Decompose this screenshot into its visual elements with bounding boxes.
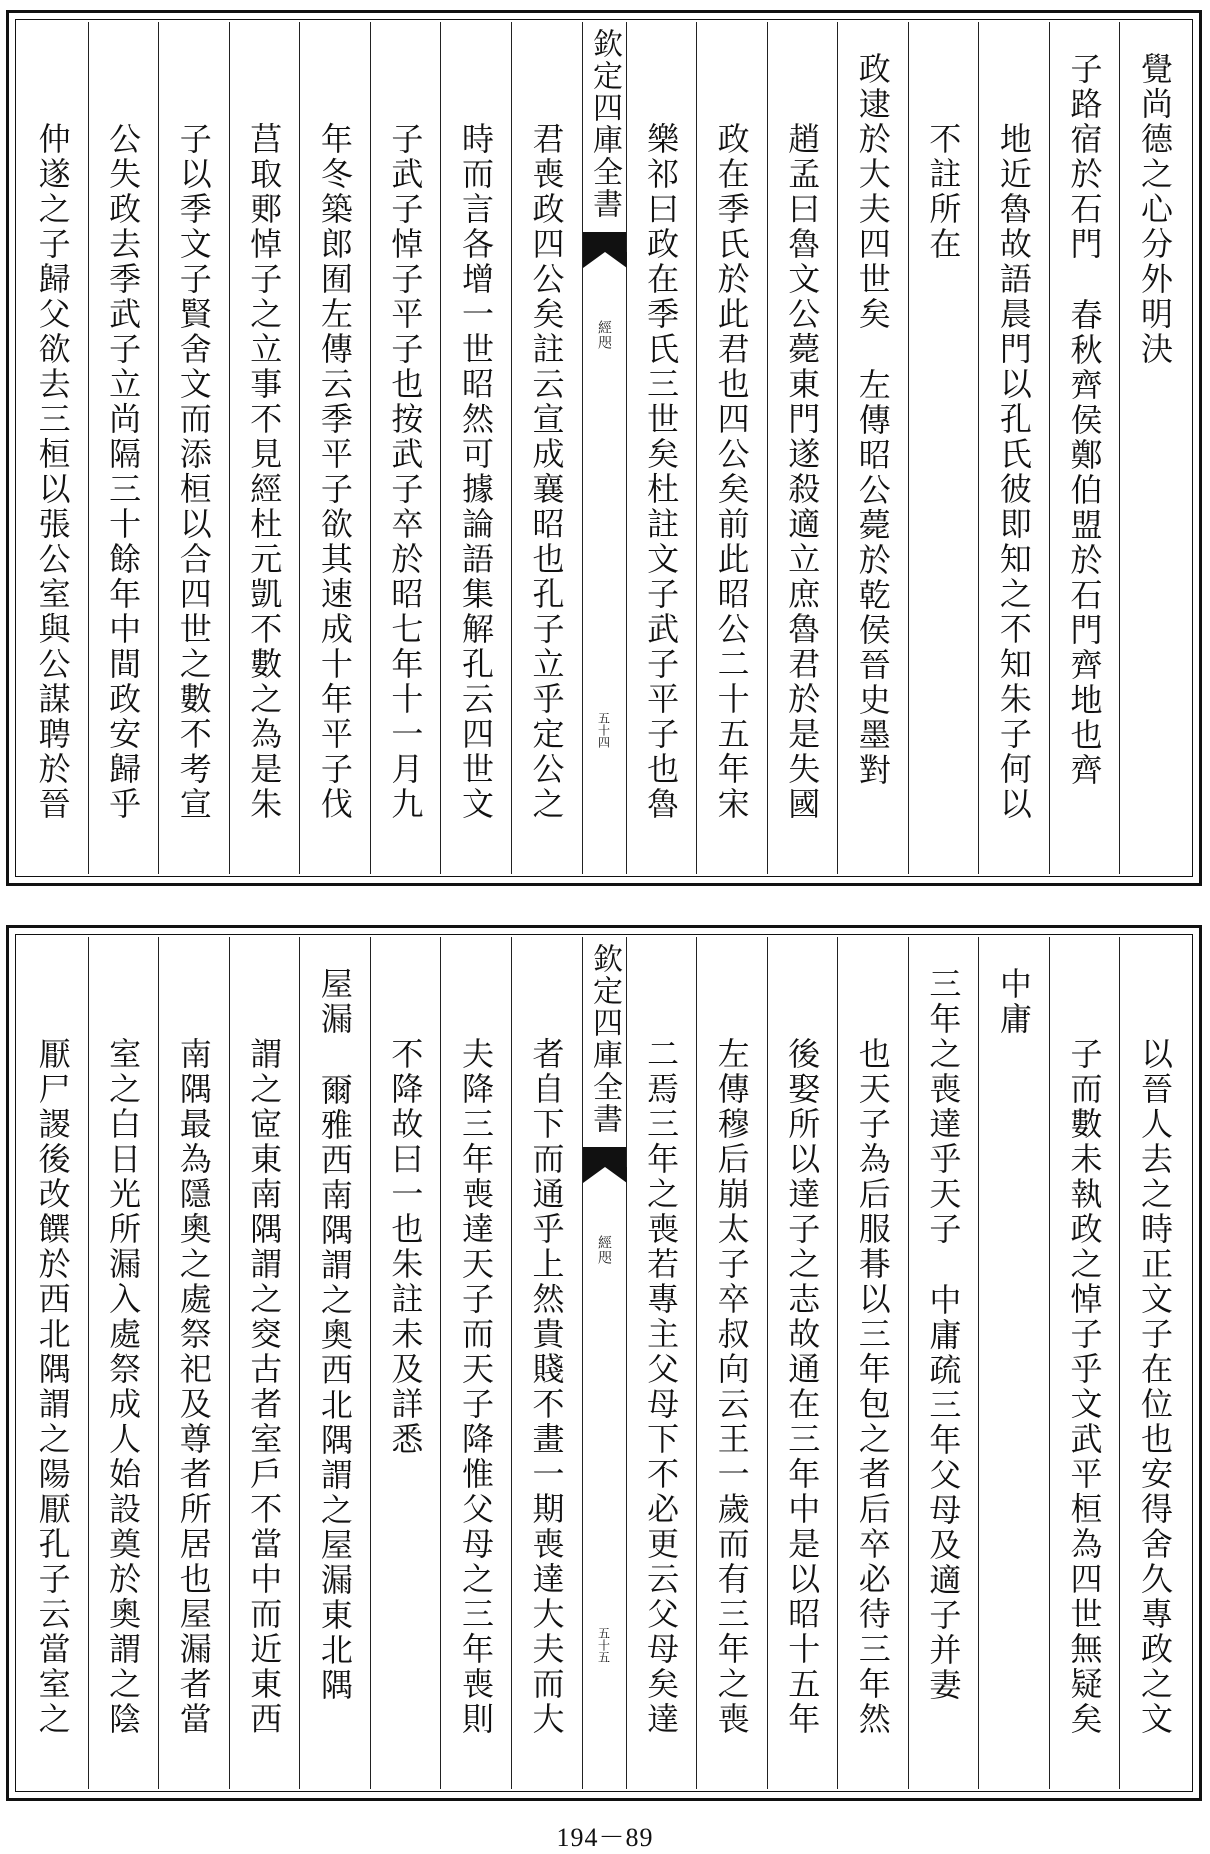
- center-page-number: 五十四: [596, 712, 611, 748]
- column-text: 不註所在: [924, 122, 963, 262]
- column-text: 中庸: [994, 967, 1033, 1037]
- column-text: 厭尸謖後改饌於西北隅謂之陽厭孔子云當室之: [33, 1037, 72, 1737]
- text-column: [229, 937, 300, 1789]
- text-column: [299, 22, 370, 874]
- text-column: [767, 22, 838, 874]
- column-text: 政逮於大夫四世矣: [853, 52, 892, 332]
- text-column: [696, 22, 767, 874]
- center-section-label: 經咫: [596, 1235, 612, 1265]
- column-text: 三年之喪達乎天子: [924, 967, 963, 1247]
- column-text: 子路宿於石門: [1065, 52, 1104, 262]
- text-column: [158, 22, 229, 874]
- column-text: 覺尚德之心分外明決: [1136, 52, 1174, 367]
- text-column: [696, 937, 767, 1789]
- column-text: 君喪政四公矣註云宣成襄昭也孔子立乎定公之: [527, 122, 566, 822]
- column-text: 子而數未執政之悼子乎文武平桓為四世無疑矣: [1065, 1037, 1104, 1737]
- text-column: [18, 22, 88, 874]
- center-fold-column: [582, 937, 626, 1789]
- text-column: [908, 22, 979, 874]
- column-text: 趙孟曰魯文公薨東門遂殺適立庶魯君於是失國: [783, 122, 822, 822]
- text-column: [511, 22, 582, 874]
- column-note: 左傳昭公薨於乾侯晉史墨對: [853, 368, 892, 788]
- column-text: 仲遂之子歸父欲去三桓以張公室與公謀聘於晉: [33, 122, 72, 822]
- text-column: [626, 937, 697, 1789]
- center-page-number: 五十五: [596, 1627, 611, 1663]
- column-text: 政在季氏於此君也四公矣前此昭公二十五年宋: [712, 122, 751, 822]
- column-note: 爾雅西南隅謂之奧西北隅謂之屋漏東北隅: [315, 1073, 354, 1703]
- text-column: [1049, 937, 1120, 1789]
- fishtail-mark: [583, 232, 626, 272]
- column-text: 時而言各增一世昭然可據論語集解孔云四世文: [456, 122, 495, 822]
- column-text: 地近魯故語晨門以孔氏彼即知之不知朱子何以: [994, 122, 1033, 822]
- text-column: [88, 22, 159, 874]
- text-column: [908, 937, 979, 1789]
- column-text: 子武子悼子平子也按武子卒於昭七年十一月九: [386, 122, 425, 822]
- text-column: [978, 22, 1049, 874]
- text-column: [626, 22, 697, 874]
- text-column: [229, 22, 300, 874]
- page-footer-number: 194－89: [556, 1823, 654, 1852]
- column-text: 夫降三年喪達天子而天子降惟父母之三年喪則: [456, 1037, 495, 1737]
- text-column: [299, 937, 370, 1789]
- text-column: [158, 937, 229, 1789]
- text-column: [767, 937, 838, 1789]
- text-column: [88, 937, 159, 1789]
- text-column: [1049, 22, 1120, 874]
- center-fold-column: [582, 22, 626, 874]
- center-section-label: 經咫: [596, 320, 612, 350]
- column-note: 春秋齊侯鄭伯盟於石門齊地也齊: [1065, 298, 1104, 788]
- column-text: 屋漏: [315, 967, 354, 1037]
- text-column: [440, 22, 511, 874]
- center-title: 欽定四庫全書: [587, 28, 622, 220]
- text-column: [1119, 937, 1190, 1789]
- column-text: 不降故曰一也朱註未及詳悉: [386, 1037, 425, 1457]
- column-text: 莒取郠悼子之立事不見經杜元凱不數之為是朱: [245, 122, 284, 822]
- text-column: [837, 937, 908, 1789]
- top-page-panel: [6, 10, 1202, 886]
- text-column: [18, 937, 88, 1789]
- text-column: [1119, 22, 1190, 874]
- center-title: 欽定四庫全書: [587, 943, 622, 1135]
- column-text: 左傳穆后崩太子卒叔向云王一歲而有三年之喪: [712, 1037, 751, 1737]
- text-column: [511, 937, 582, 1789]
- bottom-page-panel: [6, 925, 1202, 1801]
- fishtail-mark: [583, 1147, 626, 1187]
- column-text: 也天子為后服朞以三年包之者后卒必待三年然: [853, 1037, 892, 1737]
- text-column: [978, 937, 1049, 1789]
- column-text: 南隅最為隱奧之處祭祀及尊者所居也屋漏者當: [174, 1037, 213, 1737]
- column-text: 子以季文子賢舍文而添桓以合四世之數不考宣: [174, 122, 213, 822]
- column-text: 室之白日光所漏入處祭成人始設奠於奧謂之陰: [104, 1037, 143, 1737]
- text-column: [370, 22, 441, 874]
- column-text: 後娶所以達子之志故通在三年中是以昭十五年: [783, 1037, 822, 1737]
- column-note: 中庸疏三年父母及適子并妻: [924, 1283, 963, 1703]
- column-text: 年冬築郎囿左傳云季平子欲其速成十年平子伐: [315, 122, 354, 822]
- bottom-page-columns: [18, 937, 1190, 1789]
- text-column: [440, 937, 511, 1789]
- column-text: 樂祁曰政在季氏三世矣杜註文子武子平子也魯: [642, 122, 681, 822]
- column-text: 謂之宧東南隅謂之窔古者室戶不當中而近東西: [245, 1037, 284, 1737]
- column-text: 二焉三年之喪若專主父母下不必更云父母矣達: [642, 1037, 681, 1737]
- column-text: 者自下而通乎上然貴賤不畫一期喪達大夫而大: [527, 1037, 566, 1737]
- text-column: [837, 22, 908, 874]
- column-text: 公失政去季武子立尚隔三十餘年中間政安歸乎: [104, 122, 143, 822]
- text-column: [370, 937, 441, 1789]
- top-page-columns: [18, 22, 1190, 874]
- column-text: 以晉人去之時正文子在位也安得舍久專政之文: [1136, 1037, 1174, 1737]
